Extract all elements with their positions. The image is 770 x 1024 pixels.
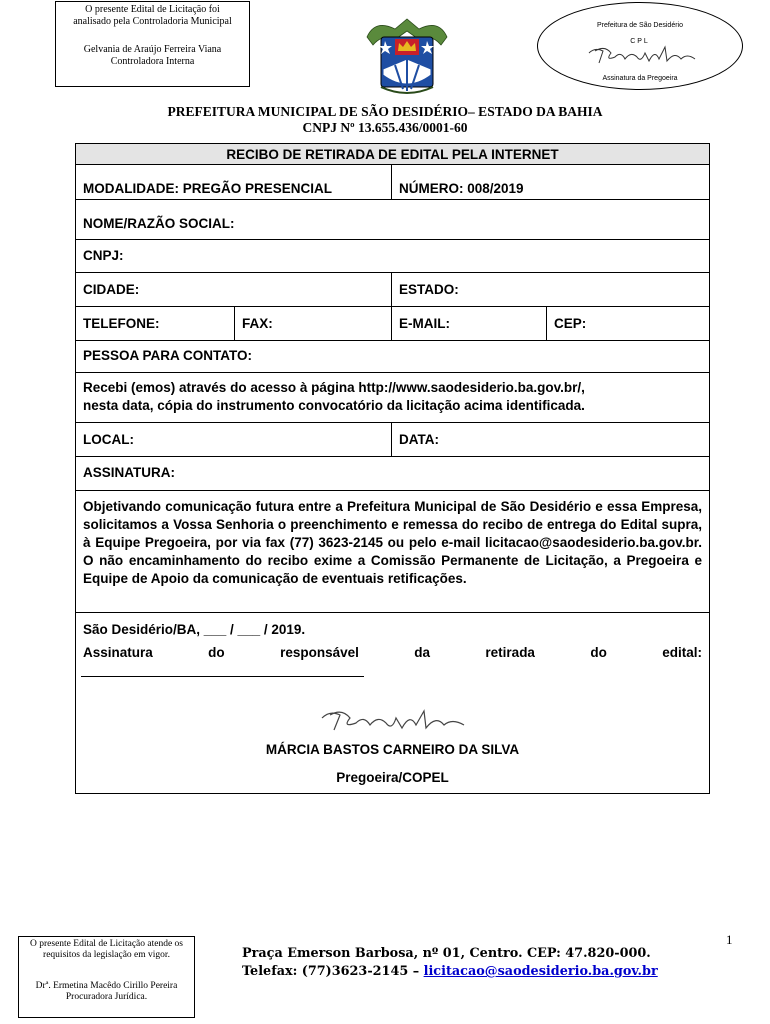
controladoria-line1: O presente Edital de Licitação foi <box>85 4 220 15</box>
recebi-line2: nesta data, cópia do instrumento convocatório da licitação acima identificada. <box>83 398 585 413</box>
procuradoria-stamp <box>18 936 195 1018</box>
data-label: DATA: <box>399 432 439 447</box>
footer-contact <box>242 964 658 979</box>
telefone-label: TELEFONE: <box>83 316 160 331</box>
contato-label: PESSOA PARA CONTATO: <box>83 348 253 363</box>
pregoeira-handwritten-signature <box>316 706 471 736</box>
numero-label: NÚMERO: 008/2019 <box>399 181 524 196</box>
cpl-stamp-signature-label: Assinatura da Pregoeira <box>602 75 678 82</box>
form-title: RECIBO DE RETIRADA DE EDITAL PELA INTERNET <box>76 144 709 164</box>
email-label: E-MAIL: <box>399 316 450 331</box>
prefeitura-title: PREFEITURA MUNICIPAL DE SÃO DESIDÉRIO– ESTADO DA BAHIA <box>167 104 603 119</box>
recibo-form <box>75 143 710 794</box>
estado-label: ESTADO: <box>399 282 459 297</box>
footer-address: Praça Emerson Barbosa, nº 01, Centro. CEP: 47.820-000. <box>242 946 651 961</box>
municipal-crest-logo <box>365 15 449 95</box>
cep-label: CEP: <box>554 316 587 331</box>
assinatura-label: ASSINATURA: <box>83 465 175 480</box>
local-label: LOCAL: <box>83 432 134 447</box>
procuradoria-line1: O presente Edital de Licitação atende os <box>30 939 183 949</box>
cpl-stamp-city: Prefeitura de São Desidério <box>597 22 683 29</box>
razao-social-label: NOME/RAZÃO SOCIAL: <box>83 216 235 231</box>
signer-name: MÁRCIA BASTOS CARNEIRO DA SILVA <box>265 742 520 757</box>
footer-email-link[interactable]: licitacao@saodesiderio.ba.gov.br <box>423 964 658 979</box>
controladoria-line2: analisado pela Controladoria Municipal <box>73 16 232 27</box>
controladoria-role: Controladora Interna <box>110 56 195 67</box>
recebi-line1: Recebi (emos) através do acesso à página http://www.saodesiderio.ba.gov.br/, <box>83 380 585 395</box>
date-line: São Desidério/BA, ___ / ___ / 2019. <box>83 622 306 637</box>
procuradoria-role: Procuradora Jurídica. <box>65 992 148 1002</box>
signature-blank-line <box>81 676 364 677</box>
procuradoria-line2: requisitos da legislação em vigor. <box>43 950 170 960</box>
signer-role: Pregoeira/COPEL <box>336 770 449 785</box>
procuradoria-name: Drª. Ermetina Macêdo Cirillo Pereira <box>35 981 178 991</box>
prefeitura-cnpj: CNPJ Nº 13.655.436/0001-60 <box>302 120 468 135</box>
cpl-signature-stamp <box>537 2 743 90</box>
controladoria-stamp <box>55 1 250 87</box>
responsavel-line: Assinatura do responsável da retirada do edital: <box>83 645 702 660</box>
footer-telefax: Telefax: (77)3623-2145 – <box>242 964 424 979</box>
fax-label: FAX: <box>242 316 273 331</box>
cpl-stamp-label: CPL <box>630 38 650 45</box>
pregoeira-signature <box>585 43 700 69</box>
cidade-label: CIDADE: <box>83 282 140 297</box>
page-number: 1 <box>726 932 733 947</box>
controladoria-name: Gelvania de Araújo Ferreira Viana <box>83 44 222 55</box>
cnpj-label: CNPJ: <box>83 248 124 263</box>
objetivando-paragraph: Objetivando comunicação futura entre a Prefeitura Municipal de São Desidério e essa Empresa, solicitamos a Vossa Senhoria o preenchimento e remessa do recibo de entrega do Edital supra, à Equipe Pregoeira, por via fax (77) 3623-2145 ou pelo e-mail licitacao@saodesiderio.ba.gov.br. O não encaminhamento do recibo exime a Comissão Permanente de Licitação, a Pregoeira e Equipe de Apoio da comunicação de eventuais retificações. <box>83 499 702 586</box>
modalidade-label: MODALIDADE: PREGÃO PRESENCIAL <box>83 181 333 196</box>
